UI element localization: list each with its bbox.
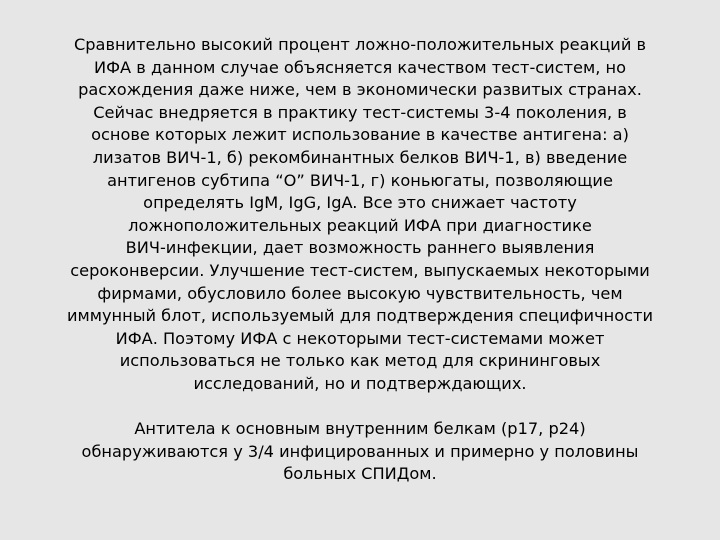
text-line: ВИЧ-инфекции, дает возможность раннего выявления bbox=[125, 238, 595, 258]
text-line: обнаруживаются у 3/4 инфицированных и примерно у половины bbox=[81, 441, 639, 461]
text-line: расхождения даже ниже, чем в экономически развитых странах. bbox=[78, 80, 642, 100]
text-line: иммунный блот, используемый для подтверждения специфичности bbox=[67, 306, 653, 326]
slide-text-block bbox=[30, 34, 690, 486]
text-line: определять IgM, IgG, IgA. Все это снижает частоту bbox=[143, 193, 577, 213]
text-line: Сейчас внедряется в практику тест-системы 3-4 поколения, в bbox=[93, 102, 627, 122]
text-line: ложноположительных реакций ИФА при диагностике bbox=[128, 215, 592, 235]
text-line: основе которых лежит использование в качестве антигена: а) bbox=[91, 125, 629, 145]
text-line: антигенов субтипа “О” ВИЧ-1, г) коньюгаты, позволяющие bbox=[107, 170, 613, 190]
text-line: сероконверсии. Улучшение тест-систем, выпускаемых некоторыми bbox=[70, 260, 650, 280]
text-line: Антитела к основным внутренним белкам (р17, р24) bbox=[134, 419, 586, 439]
text-line: Сравнительно высокий процент ложно-положительных реакций в bbox=[73, 35, 647, 54]
text-line: лизатов ВИЧ-1, б) рекомбинантных белков ВИЧ-1, в) введение bbox=[92, 147, 628, 167]
text-line: больных СПИДом. bbox=[283, 464, 437, 484]
paragraph-elisa-test-systems bbox=[30, 34, 690, 396]
text-line: фирмами, обусловило более высокую чувствительность, чем bbox=[97, 283, 623, 303]
paragraph-gap bbox=[30, 396, 690, 419]
paragraph-antibodies bbox=[30, 418, 690, 486]
text-line: ИФА в данном случае объясняется качеством тест-систем, но bbox=[94, 57, 626, 77]
text-line: исследований, но и подтверждающих. bbox=[193, 373, 527, 393]
text-line: использоваться не только как метод для скрининговых bbox=[119, 351, 601, 371]
text-line: ИФА. Поэтому ИФА с некоторыми тест-системами может bbox=[115, 328, 605, 348]
